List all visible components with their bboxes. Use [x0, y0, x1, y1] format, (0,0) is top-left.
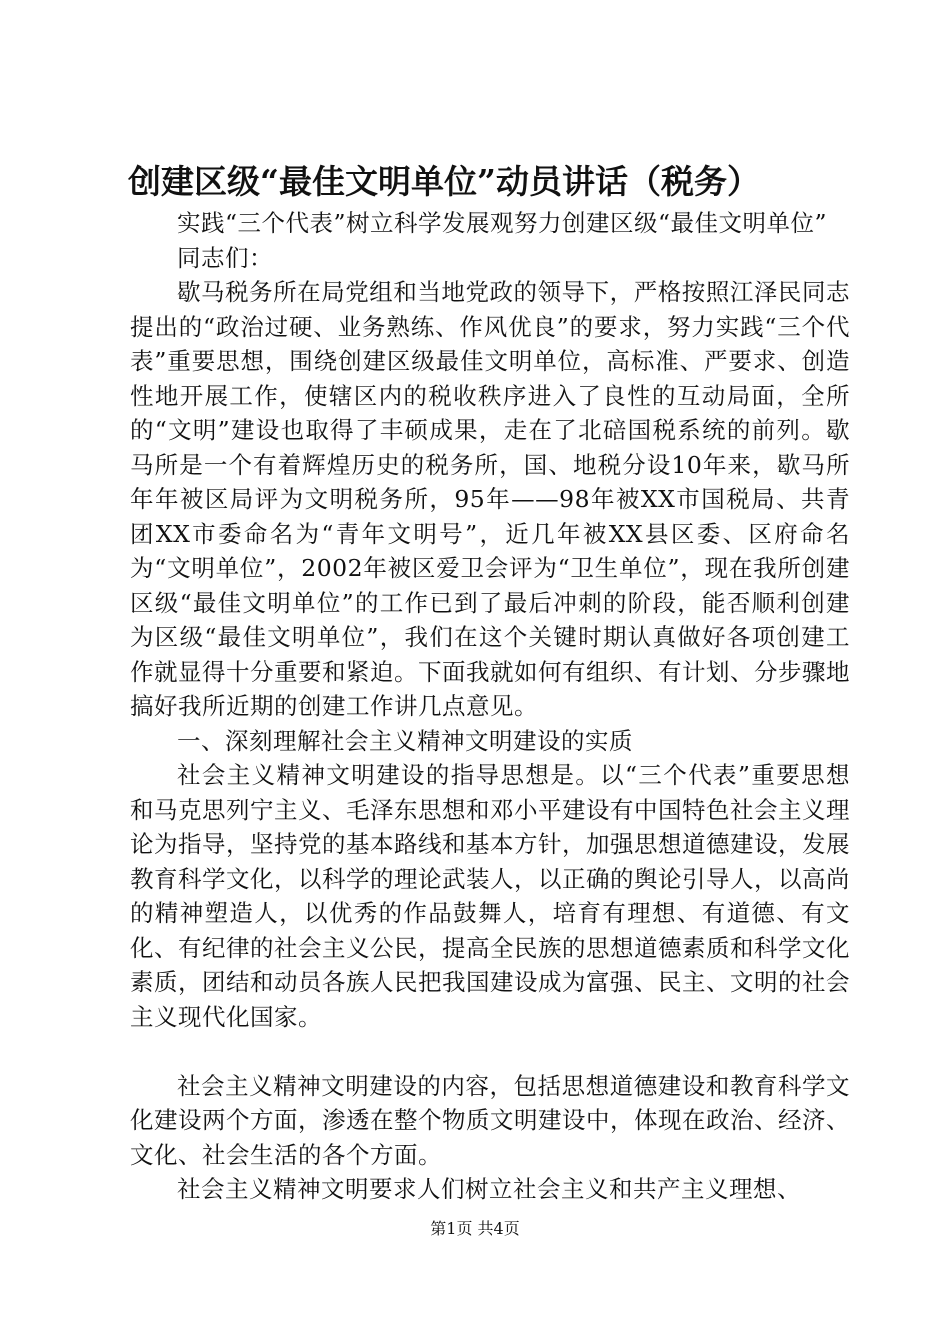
- section-heading-1: 一、深刻理解社会主义精神文明建设的实质: [177, 726, 633, 755]
- paragraph-content: 社会主义精神文明建设的内容，包括思想道德建设和教育科学文化建设两个方面，渗透在整个物质文明建设中，体现在政治、经济、文化、社会生活的各个方面。: [130, 1071, 850, 1169]
- document-title: 创建区级“最佳文明单位”动员讲话（税务）: [128, 162, 760, 201]
- paragraph-subtitle: 实践“三个代表”树立科学发展观努力创建区级“最佳文明单位”: [177, 209, 828, 237]
- document-body: [130, 206, 850, 1207]
- page-number-footer: 第1页 共4页: [430, 1219, 520, 1238]
- paragraph-intro: 歇马税务所在局党组和当地党政的领导下，严格按照江泽民同志提出的“政治过硬、业务熟练、作风优良”的要求，努力实践“三个代表”重要思想，围绕创建区级最佳文明单位，高标准、严要求、创造性地开展工作，使辖区内的税收秩序进入了良性的互动局面，全所的“文明”建设也取得了丰硕成果，走在了北碚国税系统的前列。歇马所是一个有着辉煌历史的税务所，国、地税分设10年来，歇马所年年被区局评为文明税务所，95年——98年被XX市国税局、共青团XX市委命名为“青年文明号”，近几年被XX县区委、区府命名为“文明单位”，2002年被区爱卫会评为“卫生单位”，现在我所创建区级“最佳文明单位”的工作已到了最后冲刺的阶段，能否顺利创建为区级“最佳文明单位”，我们在这个关键时期认真做好各项创建工作就显得十分重要和紧迫。下面我就如何有组织、有计划、分步骤地搞好我所近期的创建工作讲几点意见。: [130, 278, 850, 720]
- paragraph-guiding-thought: 社会主义精神文明建设的指导思想是。以“三个代表”重要思想和马克思列宁主义、毛泽东思想和邓小平建设有中国特色社会主义理论为指导，坚持党的基本路线和基本方针，加强思想道德建设，发展教育科学文化，以科学的理论武装人，以正确的舆论引导人，以高尚的精神塑造人，以优秀的作品鼓舞人，培育有理想、有道德、有文化、有纪律的社会主义公民，提高全民族的思想道德素质和科学文化素质，团结和动员各族人民把我国建设成为富强、民主、文明的社会主义现代化国家。: [130, 761, 850, 1031]
- paragraph-requirements: 社会主义精神文明要求人们树立社会主义和共产主义理想、: [177, 1175, 801, 1203]
- paragraph-salutation: 同志们：: [177, 243, 273, 272]
